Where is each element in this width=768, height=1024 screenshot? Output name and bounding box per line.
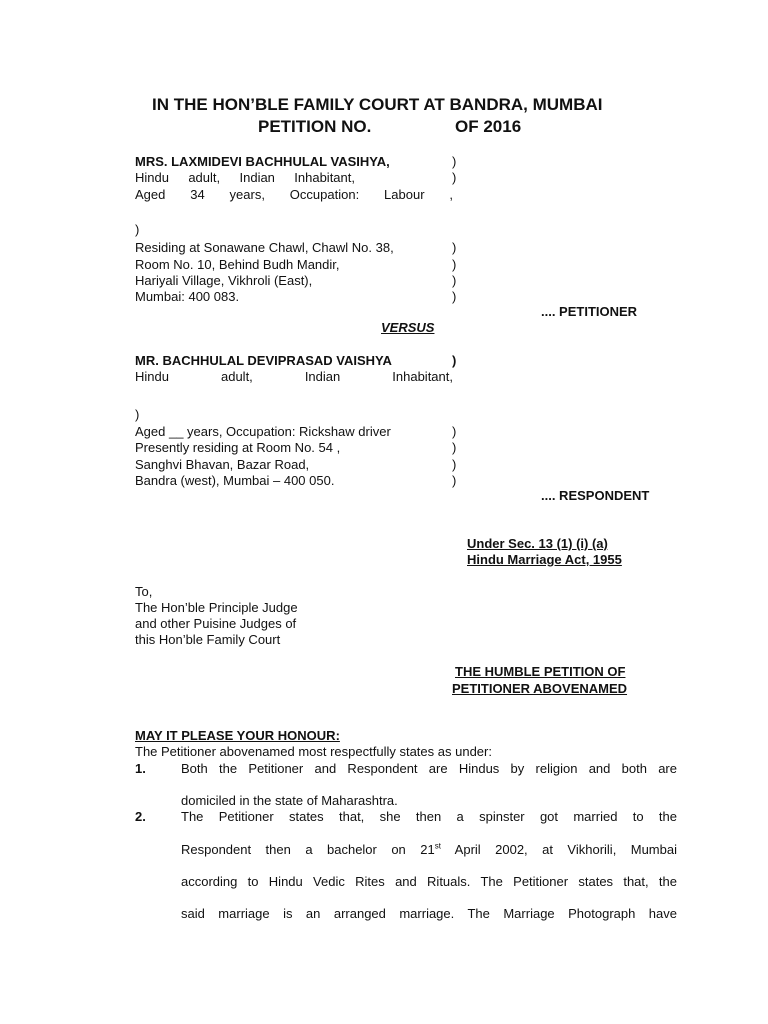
humble-petition-heading: THE HUMBLE PETITION OF	[455, 664, 626, 679]
bracket: )	[452, 424, 457, 439]
petitioner-religion-line: Hindu adult, Indian Inhabitant,	[135, 170, 355, 185]
respondent-religion-line: Hindu adult, Indian Inhabitant,	[135, 369, 453, 384]
respondent-name: MR. BACHHULAL DEVIPRASAD VAISHYA	[135, 353, 392, 368]
paragraph-2-line2	[181, 842, 677, 858]
bracket: )	[452, 289, 457, 304]
paragraph-number: 2.	[135, 809, 146, 824]
bracket: )	[452, 273, 457, 288]
bracket: )	[452, 170, 457, 185]
paragraph-1-line2: domiciled in the state of Maharashtra.	[181, 793, 398, 808]
bracket: )	[452, 154, 457, 169]
addressee-to: To,	[135, 584, 153, 599]
petitioner-address-line2: Room No. 10, Behind Budh Mandir,	[135, 257, 340, 272]
salutation: MAY IT PLEASE YOUR HONOUR:	[135, 728, 340, 743]
bracket: )	[452, 457, 457, 472]
court-title: IN THE HON’BLE FAMILY COURT AT BANDRA, MUMBAI	[152, 95, 603, 114]
bracket: )	[135, 407, 140, 422]
section-reference: Under Sec. 13 (1) (i) (a)	[467, 536, 608, 551]
paragraph-2-line2-end: April 2002, at Vikhorili, Mumbai	[440, 842, 677, 857]
act-reference: Hindu Marriage Act, 1955	[467, 552, 622, 567]
petitioner-address-line4: Mumbai: 400 083.	[135, 289, 240, 304]
petitioner-age-line: Aged 34 years, Occupation: Labour ,	[135, 187, 453, 202]
bracket: )	[452, 257, 457, 272]
petition-year: OF 2016	[455, 117, 522, 136]
paragraph-2-line4: said marriage is an arranged marriage. The Marriage Photograph have	[181, 906, 677, 921]
petitioner-role: .... PETITIONER	[541, 304, 638, 319]
respondent-address-line3: Bandra (west), Mumbai – 400 050.	[135, 473, 335, 488]
addressee-line1: The Hon’ble Principle Judge	[135, 600, 298, 615]
bracket: )	[452, 440, 457, 455]
humble-petition-subheading: PETITIONER ABOVENAMED	[452, 681, 628, 696]
paragraph-2-line3: according to Hindu Vedic Rites and Rituals. The Petitioner states that, the	[181, 874, 677, 889]
respondent-address-line1: Presently residing at Room No. 54 ,	[135, 440, 341, 455]
bracket: )	[452, 473, 457, 488]
paragraph-1-line1: Both the Petitioner and Respondent are Hindus by religion and both are	[181, 761, 677, 776]
addressee-line3: this Hon’ble Family Court	[135, 632, 281, 647]
bracket: )	[452, 353, 457, 368]
petition-number-label: PETITION NO.	[258, 117, 372, 136]
bracket: )	[135, 222, 140, 237]
respondent-role: .... RESPONDENT	[541, 488, 650, 503]
ordinal-suffix: st	[434, 841, 441, 851]
paragraph-2-line1: The Petitioner states that, she then a spinster got married to the	[181, 809, 677, 824]
addressee-line2: and other Puisine Judges of	[135, 616, 297, 631]
paragraph-2-line2-start: Respondent then a bachelor on 21	[181, 842, 435, 857]
petitioner-address-line1: Residing at Sonawane Chawl, Chawl No. 38,	[135, 240, 394, 255]
bracket: )	[452, 240, 457, 255]
respondent-age-line: Aged __ years, Occupation: Rickshaw driver	[135, 424, 391, 439]
intro-paragraph: The Petitioner abovenamed most respectfully states as under:	[135, 744, 492, 759]
respondent-address-line2: Sanghvi Bhavan, Bazar Road,	[135, 457, 310, 472]
petitioner-name: MRS. LAXMIDEVI BACHHULAL VASIHYA,	[135, 154, 390, 169]
paragraph-number: 1.	[135, 761, 146, 776]
petitioner-address-line3: Hariyali Village, Vikhroli (East),	[135, 273, 313, 288]
versus-label: VERSUS	[381, 320, 435, 335]
